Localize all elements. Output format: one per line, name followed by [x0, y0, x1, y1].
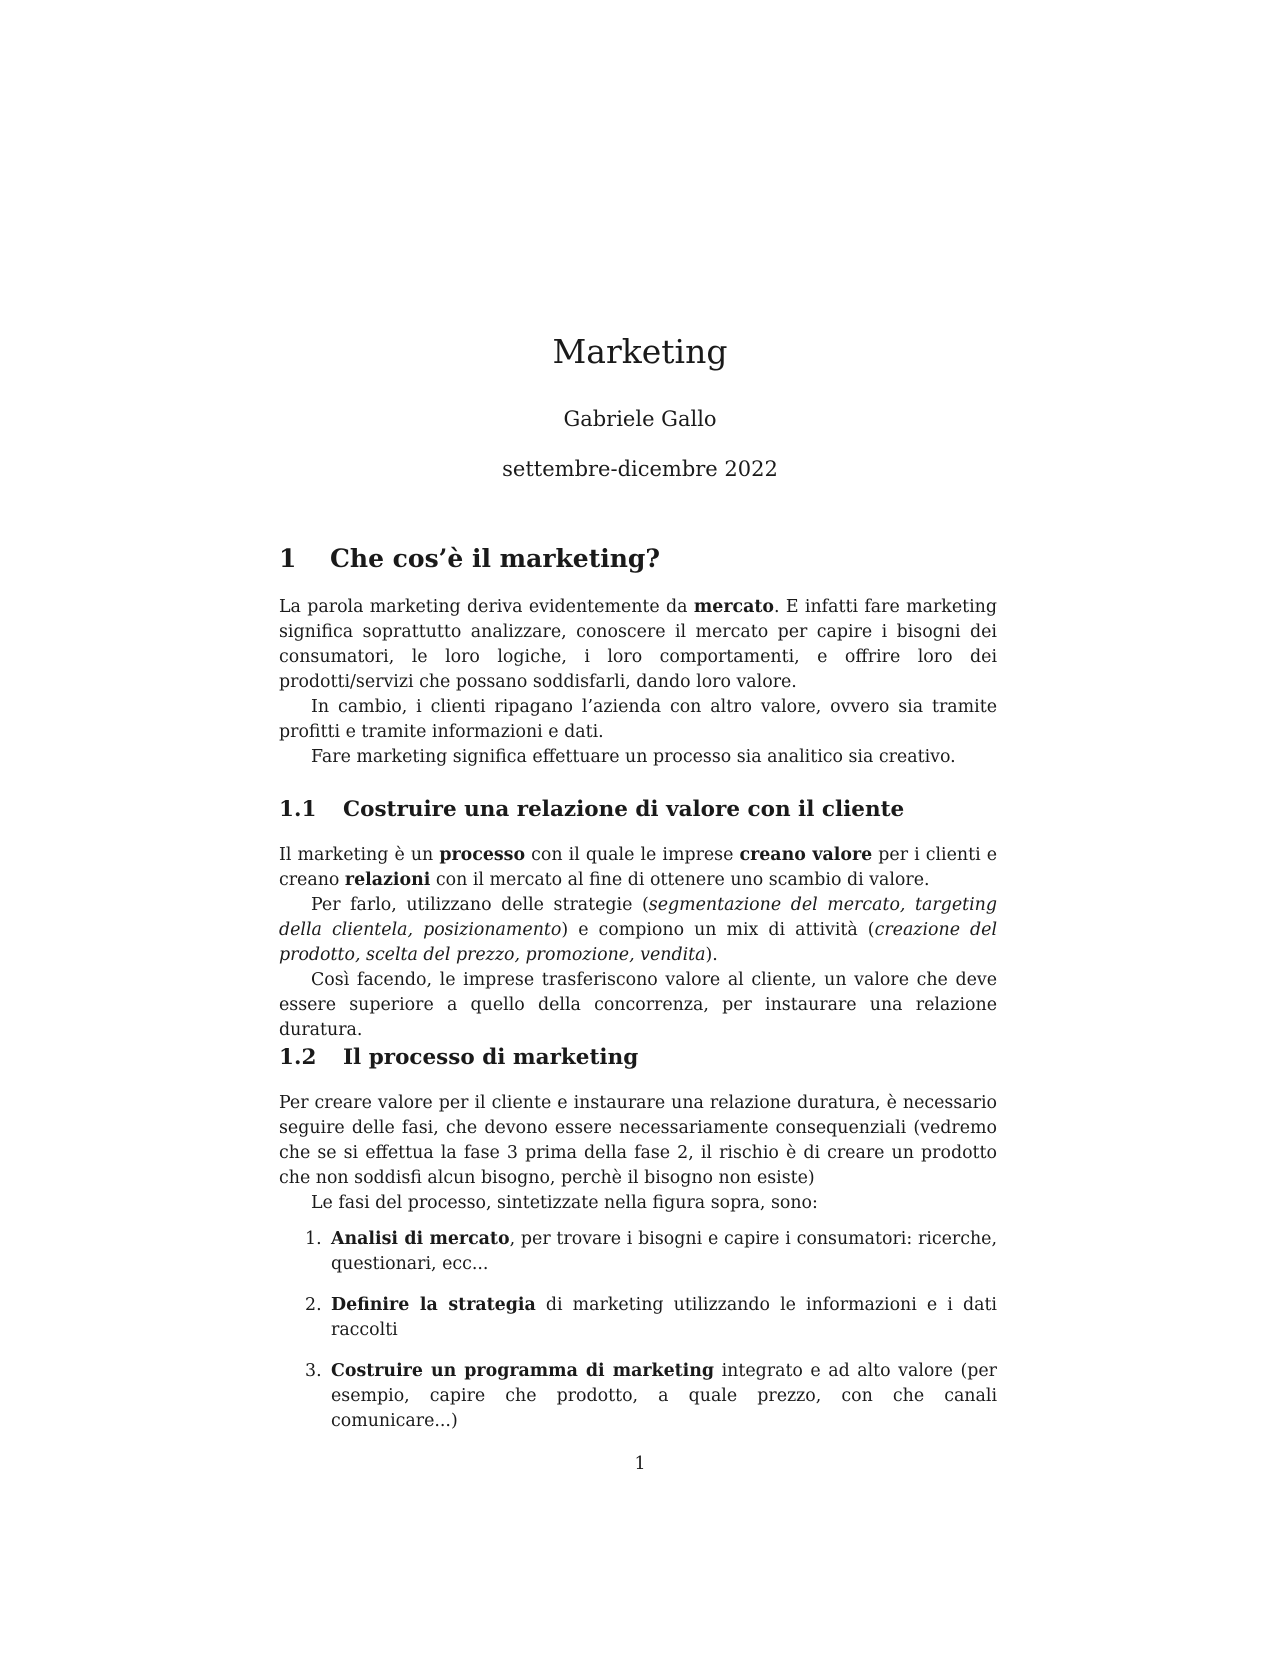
bold-term: Definire la strategia [331, 1295, 536, 1315]
section-1-body [279, 595, 997, 770]
bold-term: Analisi di mercato [331, 1229, 510, 1249]
bold-term: relazioni [344, 870, 431, 890]
section-1 [279, 542, 997, 576]
paragraph [279, 893, 997, 968]
text-run: Per farlo, utilizzano delle strategie ( [311, 895, 649, 915]
list-item [279, 1359, 997, 1434]
italic-term: segmentazione del mercato, targeting della clientela, posizionamento [279, 895, 997, 940]
text-run: con il quale le imprese [525, 845, 740, 865]
bold-term: mercato [693, 597, 775, 617]
bold-term: Costruire un programma di marketing [331, 1361, 715, 1381]
text-run: La parola marketing deriva evidentemente da [279, 597, 694, 617]
text-run: ) e compiono un mix di attività ( [561, 920, 875, 940]
page-number: 1 [634, 1454, 646, 1474]
section-number: 1.2 [279, 1045, 317, 1070]
section-1-1-body [279, 843, 997, 1043]
list-item [279, 1293, 997, 1343]
bold-term: creano valore [739, 845, 873, 865]
section-number: 1.1 [279, 797, 317, 822]
text-run: Il marketing è un [279, 845, 440, 865]
phases-list [279, 1227, 997, 1434]
section-title: Che cos’è il marketing? [330, 544, 661, 573]
list-number: 3. [305, 1361, 322, 1381]
document-author: Gabriele Gallo [563, 407, 717, 431]
paragraph: Così facendo, le imprese trasferiscono valore al cliente, un valore che deve essere superiore a quello della concorrenza, per instaurare una relazione duratura. [279, 970, 997, 1040]
document-title: Marketing [552, 332, 728, 371]
paragraph: Per creare valore per il cliente e instaurare una relazione duratura, è necessario seguire delle fasi, che devono essere necessariamente consequenziali (vedremo che se si effettua la fase 3 prima della fase 2, il rischio è di creare un prodotto che non soddisfi alcun bisogno, perchè il bisogno non esiste) [279, 1093, 997, 1188]
section-1-heading [279, 542, 997, 576]
paragraph [279, 843, 997, 893]
text-run: per i clienti e creano [279, 845, 998, 890]
bold-term: processo [439, 845, 526, 865]
paragraph [279, 595, 997, 695]
text-run: di marketing utilizzando le informazioni e i dati raccolti [331, 1295, 997, 1340]
list-number: 1. [305, 1229, 322, 1249]
text-run: . E infatti fare marketing significa soprattutto analizzare, conoscere il mercato per capire i bisogni dei consumatori, le loro logiche, i loro comportamenti, e offrire loro dei prodotti/servizi che possano soddisfarli, dando loro valore. [279, 597, 997, 692]
text-run: con il mercato al fine di ottenere uno scambio di valore. [430, 870, 930, 890]
document-date: settembre-dicembre 2022 [502, 457, 778, 481]
list-number: 2. [305, 1295, 322, 1315]
italic-term: creazione del prodotto, scelta del prezzo, promozione, vendita [279, 920, 998, 965]
section-title: Costruire una relazione di valore con il cliente [343, 797, 905, 822]
section-1-2 [279, 1043, 997, 1073]
section-1-1 [279, 795, 997, 825]
section-1-2-body [279, 1091, 997, 1216]
paragraph: Fare marketing significa effettuare un processo sia analitico sia creativo. [311, 747, 956, 767]
section-1-2-heading [279, 1043, 997, 1073]
paragraph: In cambio, i clienti ripagano l’azienda con altro valore, ovvero sia tramite profitti e tramite informazioni e dati. [279, 697, 997, 742]
section-1-1-heading [279, 795, 997, 825]
section-title: Il processo di marketing [343, 1045, 639, 1070]
list-item [279, 1227, 997, 1277]
text-run: ). [705, 945, 718, 965]
section-number: 1 [279, 544, 297, 573]
paragraph: Le fasi del processo, sintetizzate nella figura sopra, sono: [311, 1193, 818, 1213]
text-run: integrato e ad alto valore (per esempio, capire che prodotto, a quale prezzo, con che canali comunicare...) [331, 1361, 997, 1431]
text-run: , per trovare i bisogni e capire i consumatori: ricerche, questionari, ecc... [331, 1229, 997, 1274]
